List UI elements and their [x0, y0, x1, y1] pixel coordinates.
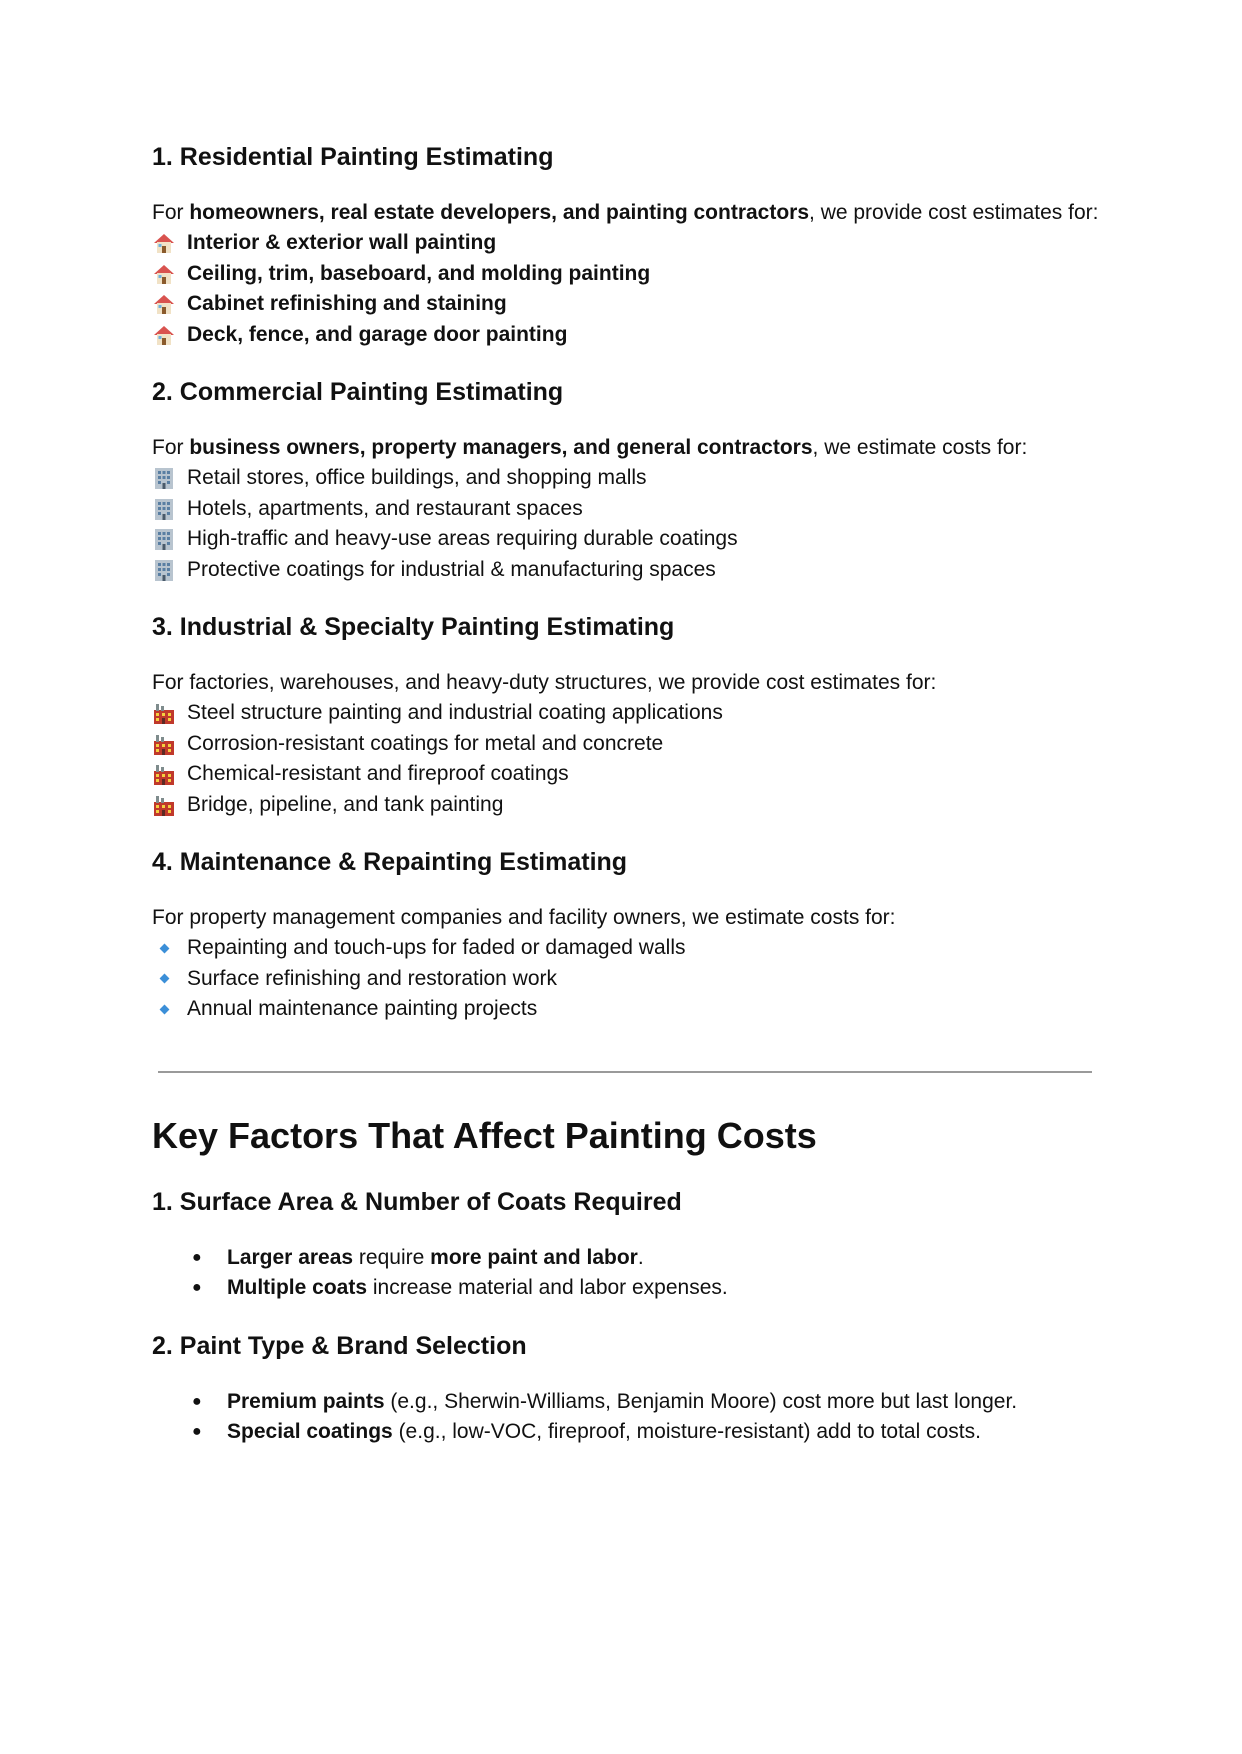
- list-item: High-traffic and heavy-use areas requiring durable coatings: [152, 524, 1100, 555]
- list-item: ● Premium paints (e.g., Sherwin-Williams, Benjamin Moore) cost more but last longer.: [192, 1387, 1100, 1417]
- page-section-title: Key Factors That Affect Painting Costs: [152, 1114, 817, 1156]
- maintenance-list: [152, 933, 1100, 1025]
- list-item: Interior & exterior wall painting: [152, 228, 1100, 259]
- house-icon: [152, 292, 176, 316]
- section-intro: For homeowners, real estate developers, and painting contractors, we provide cost estimates for:: [152, 201, 1099, 224]
- office-building-icon: [152, 497, 176, 521]
- small-blue-diamond-icon: [152, 967, 176, 991]
- list-item: ● Larger areas require more paint and labor.: [192, 1243, 1100, 1273]
- factory-icon: [152, 793, 176, 817]
- list-item: Repainting and touch-ups for faded or damaged walls: [152, 933, 1100, 964]
- list-item: Surface refinishing and restoration work: [152, 964, 1100, 995]
- list-item: Steel structure painting and industrial coating applications: [152, 698, 1100, 729]
- bullet-icon: ●: [192, 1248, 202, 1266]
- factory-icon: [152, 762, 176, 786]
- house-icon: [152, 262, 176, 286]
- house-icon: [152, 231, 176, 255]
- list-item: Retail stores, office buildings, and shopping malls: [152, 463, 1100, 494]
- factory-icon: [152, 701, 176, 725]
- factory-icon: [152, 732, 176, 756]
- section-heading: 2. Paint Type & Brand Selection: [152, 1331, 527, 1360]
- section-heading: 1. Surface Area & Number of Coats Required: [152, 1187, 682, 1216]
- office-building-icon: [152, 466, 176, 490]
- list-item: Hotels, apartments, and restaurant spaces: [152, 494, 1100, 525]
- residential-list: [152, 228, 1100, 350]
- list-item: ● Multiple coats increase material and labor expenses.: [192, 1273, 1100, 1303]
- office-building-icon: [152, 558, 176, 582]
- section-intro: For business owners, property managers, and general contractors, we estimate costs for:: [152, 436, 1028, 459]
- list-item: Protective coatings for industrial & manufacturing spaces: [152, 555, 1100, 586]
- document-page: [152, 140, 1100, 1447]
- bullet-icon: ●: [192, 1278, 202, 1296]
- bullet-icon: ●: [192, 1392, 202, 1410]
- bullet-icon: ●: [192, 1422, 202, 1440]
- list-item: Annual maintenance painting projects: [152, 994, 1100, 1025]
- list-item: Corrosion-resistant coatings for metal and concrete: [152, 729, 1100, 760]
- list-item: Cabinet refinishing and staining: [152, 289, 1100, 320]
- list-item: Bridge, pipeline, and tank painting: [152, 790, 1100, 821]
- section-heading: 4. Maintenance & Repainting Estimating: [152, 848, 628, 876]
- list-item: Ceiling, trim, baseboard, and molding painting: [152, 259, 1100, 290]
- factor-list: [152, 1243, 1100, 1303]
- section-intro: For property management companies and facility owners, we estimate costs for:: [152, 906, 896, 929]
- list-item: ● Special coatings (e.g., low-VOC, fireproof, moisture-resistant) add to total costs.: [192, 1417, 1100, 1447]
- section-heading: 3. Industrial & Specialty Painting Estimating: [152, 613, 675, 641]
- office-building-icon: [152, 527, 176, 551]
- section-heading: 2. Commercial Painting Estimating: [152, 378, 564, 406]
- commercial-list: [152, 463, 1100, 585]
- section-heading: 1. Residential Painting Estimating: [152, 143, 554, 171]
- section-intro: For factories, warehouses, and heavy-duty structures, we provide cost estimates for:: [152, 671, 937, 694]
- list-item: Chemical-resistant and fireproof coatings: [152, 759, 1100, 790]
- small-blue-diamond-icon: [152, 936, 176, 960]
- house-icon: [152, 323, 176, 347]
- industrial-list: [152, 698, 1100, 820]
- list-item: Deck, fence, and garage door painting: [152, 320, 1100, 351]
- small-blue-diamond-icon: [152, 997, 176, 1021]
- factor-list: [152, 1387, 1100, 1447]
